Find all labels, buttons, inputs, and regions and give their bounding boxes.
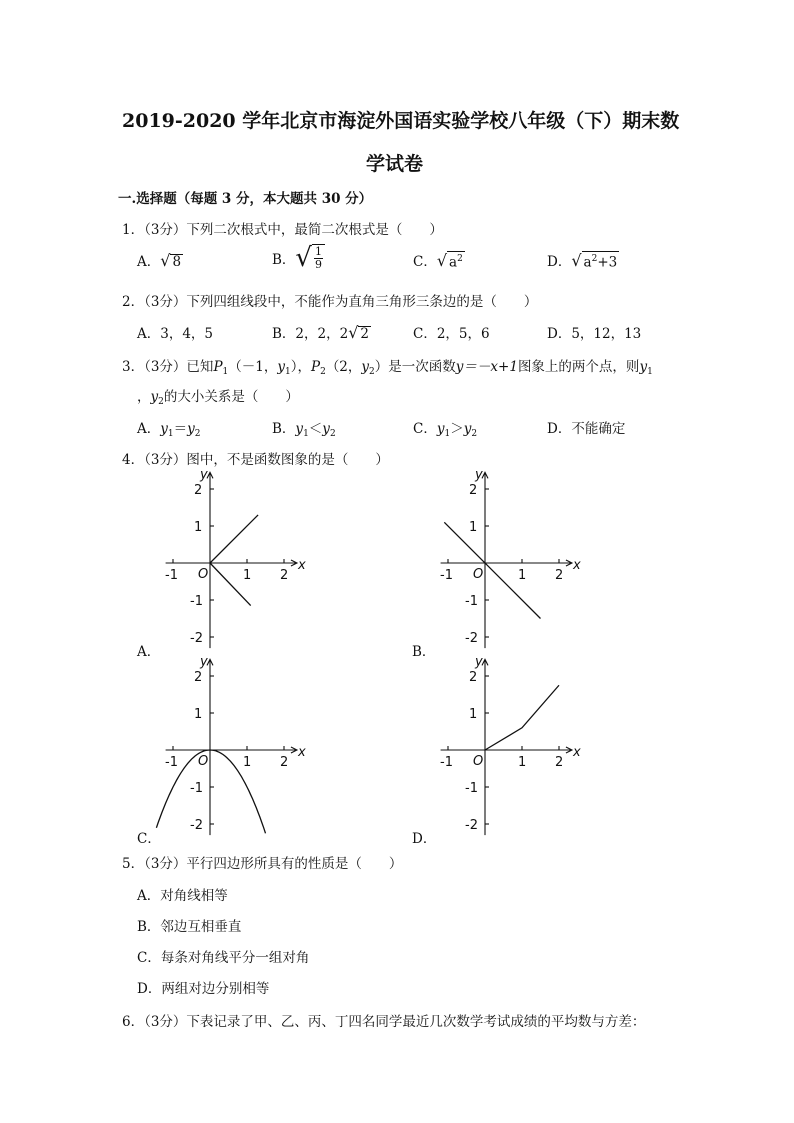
origin-label: O bbox=[198, 754, 209, 769]
curve-ray-up bbox=[210, 515, 258, 563]
y-tick-label: -2 bbox=[190, 818, 203, 833]
y-axis-label: y bbox=[200, 654, 208, 670]
y-tick-label: 2 bbox=[194, 483, 203, 498]
y-tick-label: 1 bbox=[469, 520, 478, 535]
q1-option-c: C．√ $a^2$ bbox=[413, 251, 463, 270]
y-tick-label: -2 bbox=[465, 631, 478, 646]
question-3-stem-line-1: 3．（3分）已知$P_1(-1$，$y_1$），$P_2(2$，$y_2$）是一次函数y＝－x+1图象上的两个点，则$y_1$ bbox=[122, 359, 653, 377]
y-tick-label: 1 bbox=[194, 707, 203, 722]
x-tick-label: -1 bbox=[440, 755, 453, 770]
y-tick-label: 2 bbox=[469, 483, 478, 498]
y-tick-label: 2 bbox=[469, 670, 478, 685]
section-heading-choice: 一.选择题（每题 3 分，本大题共 30 分） bbox=[118, 191, 373, 207]
q3-option-d: D．不能确定 bbox=[547, 421, 626, 437]
sqrt-sign: √ bbox=[295, 243, 312, 273]
x-tick-label: 1 bbox=[518, 755, 527, 770]
sqrt-sign: √ bbox=[436, 251, 448, 270]
q2-option-d: D．5，12，13 bbox=[547, 326, 642, 342]
sqrt-sign: √ bbox=[348, 323, 359, 342]
q1-option-d: D．√ $a^2+3$ bbox=[547, 251, 618, 270]
x-axis-label: x bbox=[572, 558, 581, 573]
x-axis-label: x bbox=[572, 745, 581, 760]
origin-label: O bbox=[473, 567, 484, 582]
graph-a bbox=[155, 465, 315, 650]
q3-option-b: B．$y_1<y_2$ bbox=[272, 421, 336, 439]
x-tick-label: -1 bbox=[165, 568, 178, 583]
q4-option-b-label: B． bbox=[412, 644, 436, 660]
sqrt-sign: √ bbox=[571, 251, 582, 270]
q1-option-b: B．√ $\frac{1}{9}$ bbox=[272, 243, 325, 273]
q4-option-a-label: A． bbox=[137, 644, 161, 660]
q5-option-b: B．邻边互相垂直 bbox=[137, 919, 242, 935]
page-title-line-1: 2019-2020 学年北京市海淀外国语实验学校八年级（下）期末数 bbox=[122, 110, 680, 132]
x-axis-label: x bbox=[297, 745, 306, 760]
x-tick-label: 2 bbox=[280, 568, 289, 583]
q3-option-c: C．$y_1>y_2$ bbox=[413, 421, 478, 439]
y-tick-label: -1 bbox=[465, 781, 478, 796]
q4-option-c-label: C． bbox=[137, 831, 161, 847]
q2-option-c: C．2，5，6 bbox=[413, 326, 490, 342]
sqrt-sign: √ bbox=[160, 251, 171, 270]
origin-label: O bbox=[473, 754, 484, 769]
graph-d bbox=[430, 652, 590, 837]
q1-option-a: A．√ 8 bbox=[137, 251, 182, 270]
y-axis-label: y bbox=[475, 654, 483, 670]
x-tick-label: 2 bbox=[555, 755, 564, 770]
x-tick-label: 1 bbox=[243, 568, 252, 583]
graph-c bbox=[155, 652, 315, 837]
page-title-line-2: 学试卷 bbox=[366, 153, 424, 175]
graph-b bbox=[430, 465, 590, 650]
y-tick-label: 1 bbox=[194, 520, 203, 535]
x-tick-label: 2 bbox=[280, 755, 289, 770]
y-tick-label: -1 bbox=[465, 594, 478, 609]
q2-option-a: A．3，4，5 bbox=[137, 326, 214, 342]
question-5-stem: 5．（3分）平行四边形所具有的性质是（ ） bbox=[122, 856, 403, 872]
x-tick-label: -1 bbox=[440, 568, 453, 583]
question-2-stem: 2．（3分）下列四组线段中，不能作为直角三角形三条边的是（ ） bbox=[122, 294, 538, 310]
q5-option-a: A．对角线相等 bbox=[137, 888, 228, 904]
q2-option-b: B．2，2，2√ 2 bbox=[272, 323, 369, 342]
y-tick-label: -2 bbox=[465, 818, 478, 833]
origin-label: O bbox=[198, 567, 209, 582]
y-tick-label: 2 bbox=[194, 670, 203, 685]
question-6-stem: 6．（3分）下表记录了甲、乙、丙、丁四名同学最近几次数学考试成绩的平均数与方差： bbox=[122, 1014, 646, 1030]
x-axis-label: x bbox=[297, 558, 306, 573]
x-tick-label: 1 bbox=[518, 568, 527, 583]
curve-polyline bbox=[485, 685, 559, 750]
question-1-stem: 1．（3分）下列二次根式中，最简二次根式是（ ） bbox=[122, 222, 443, 238]
y-axis-label: y bbox=[475, 467, 483, 483]
y-tick-label: -1 bbox=[190, 594, 203, 609]
q4-option-d-label: D． bbox=[412, 831, 437, 847]
x-tick-label: -1 bbox=[165, 755, 178, 770]
fraction-one-ninth: $\frac{1}{9}$ bbox=[312, 244, 325, 272]
question-4-stem: 4．（3分）图中，不是函数图象的是（ ） bbox=[122, 452, 389, 468]
q3-option-a: A．$y_1=y_2$ bbox=[137, 421, 201, 439]
x-tick-label: 2 bbox=[555, 568, 564, 583]
y-tick-label: -1 bbox=[190, 781, 203, 796]
q5-option-c: C．每条对角线平分一组对角 bbox=[137, 950, 310, 966]
question-3-stem-line-2: ，$y_2$的大小关系是（ ） bbox=[137, 389, 299, 407]
y-axis-label: y bbox=[200, 467, 208, 483]
q5-option-d: D．两组对边分别相等 bbox=[137, 981, 270, 997]
y-tick-label: -2 bbox=[190, 631, 203, 646]
x-tick-label: 1 bbox=[243, 755, 252, 770]
y-tick-label: 1 bbox=[469, 707, 478, 722]
